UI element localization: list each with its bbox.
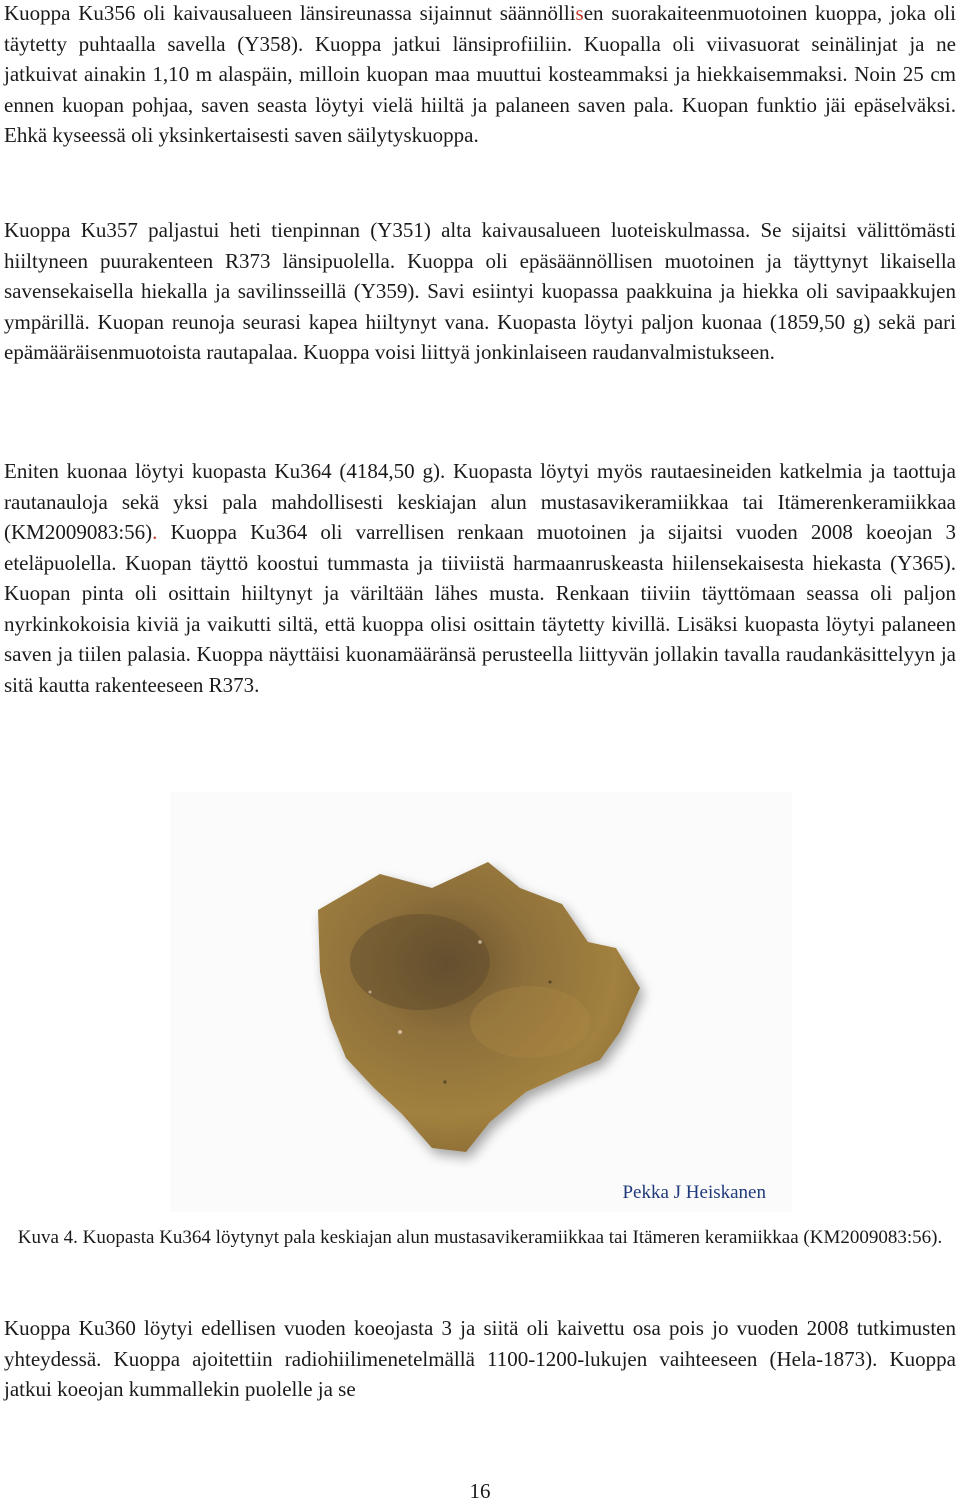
highlighted-char: . (152, 520, 158, 544)
figure-caption: Kuva 4. Kuopasta Ku364 löytynyt pala keskiajan alun mustasavikeramiikkaa tai Itämeren keramiikkaa (KM2009083:56). (17, 1227, 943, 1248)
highlighted-char: s (575, 1, 584, 25)
paragraph-text: Kuoppa Ku356 oli kaivausalueen länsireunassa sijainnut säännölli (4, 1, 576, 25)
paragraph-ku360: Kuoppa Ku360 löytyi edellisen vuoden koeojasta 3 ja siitä oli kaivettu osa pois jo vuoden 2008 tutkimusten yhteydessä. Kuoppa ajoitettiin radiohiilimenetelmällä 1100-1200-lukujen vaihteeseen (Hela-1873). Kuoppa jatkui koeojan kummallekin puolelle ja se (4, 1316, 956, 1401)
paragraph-ku356 (4, 0, 956, 151)
paragraph-ku364 (4, 456, 956, 700)
paragraph-text: Eniten kuonaa löytyi kuopasta Ku364 (4184,50 g). Kuopasta löytyi myös rautaesineiden katkelmia ja taottuja rautanauloja sekä yksi pala mahdollisesti keskiajan alun mustasavikeramiikkaa tai Itämerenkeramiikkaa (KM2009083:56) (4, 459, 956, 544)
page-number: 16 (469, 1479, 491, 1503)
pottery-sherd-image (170, 792, 792, 1212)
light-patch (470, 986, 590, 1058)
paragraph-text: en suorakaiteenmuotoinen kuoppa, joka oli täytetty puhtaalla savella (Y358). Kuoppa jatkui länsiprofiiliin. Kuopalla oli viivasuorat seinälinjat ja ne jatkuivat ainakin 1,10 m alaspäin, milloin kuopan maa muuttui kosteammaksi ja hiekkaisemmaksi. Noin 25 cm ennen kuopan pohjaa, saven seasta löytyi vielä hiiltä ja palaneen saven pala. Kuopan funktio jäi epäselväksi. Ehkä kyseessä oli yksinkertaisesti saven säilytyskuoppa. (4, 1, 956, 147)
paragraph-text: Kuoppa Ku364 oli varrellisen renkaan muotoinen ja sijaitsi vuoden 2008 koeojan 3 eteläpuolella. Kuopan täyttö koostui tummasta ja tiiviistä harmaanruskeasta hiilensekaisesta hiekasta (Y365). Kuopan pinta oli osittain hiiltynyt ja väriltään lähes musta. Renkaan tiiviin täyttömaan seassa oli paljon nyrkinkokoisia kiviä ja vaikutti siltä, että kuoppa olisi osittain täytetty kivillä. Lisäksi kuopasta löytyi palaneen saven ja tiilen palasia. Kuoppa näyttäisi kuonamääränsä perusteella liittyvän jollakin tavalla raudankäsittelyyn ja sitä kautta rakenteeseen R373. (4, 520, 956, 697)
paragraph-ku357: Kuoppa Ku357 paljastui heti tienpinnan (Y351) alta kaivausalueen luoteiskulmassa. Se sijaitsi välittömästi hiiltyneen puurakenteen R373 länsipuolella. Kuoppa oli epäsäännöllisen muotoinen ja täyttynyt likaisella savensekaisella hiekalla ja savilinsseillä (Y359). Savi esiintyi kuopassa paakkuina ja hiekka oli savipaakkujen ympärillä. Kuopan reunoja seurasi kapea hiiltynyt vana. Kuopasta löytyi paljon kuonaa (1859,50 g) sekä pari epämääräisenmuotoista rautapalaa. Kuoppa voisi liittyä jonkinlaiseen raudanvalmistukseen. (4, 218, 956, 364)
photo-credit: Pekka J Heiskanen (622, 1182, 766, 1203)
dark-stain (350, 914, 490, 1010)
figure-photo (170, 792, 792, 1212)
